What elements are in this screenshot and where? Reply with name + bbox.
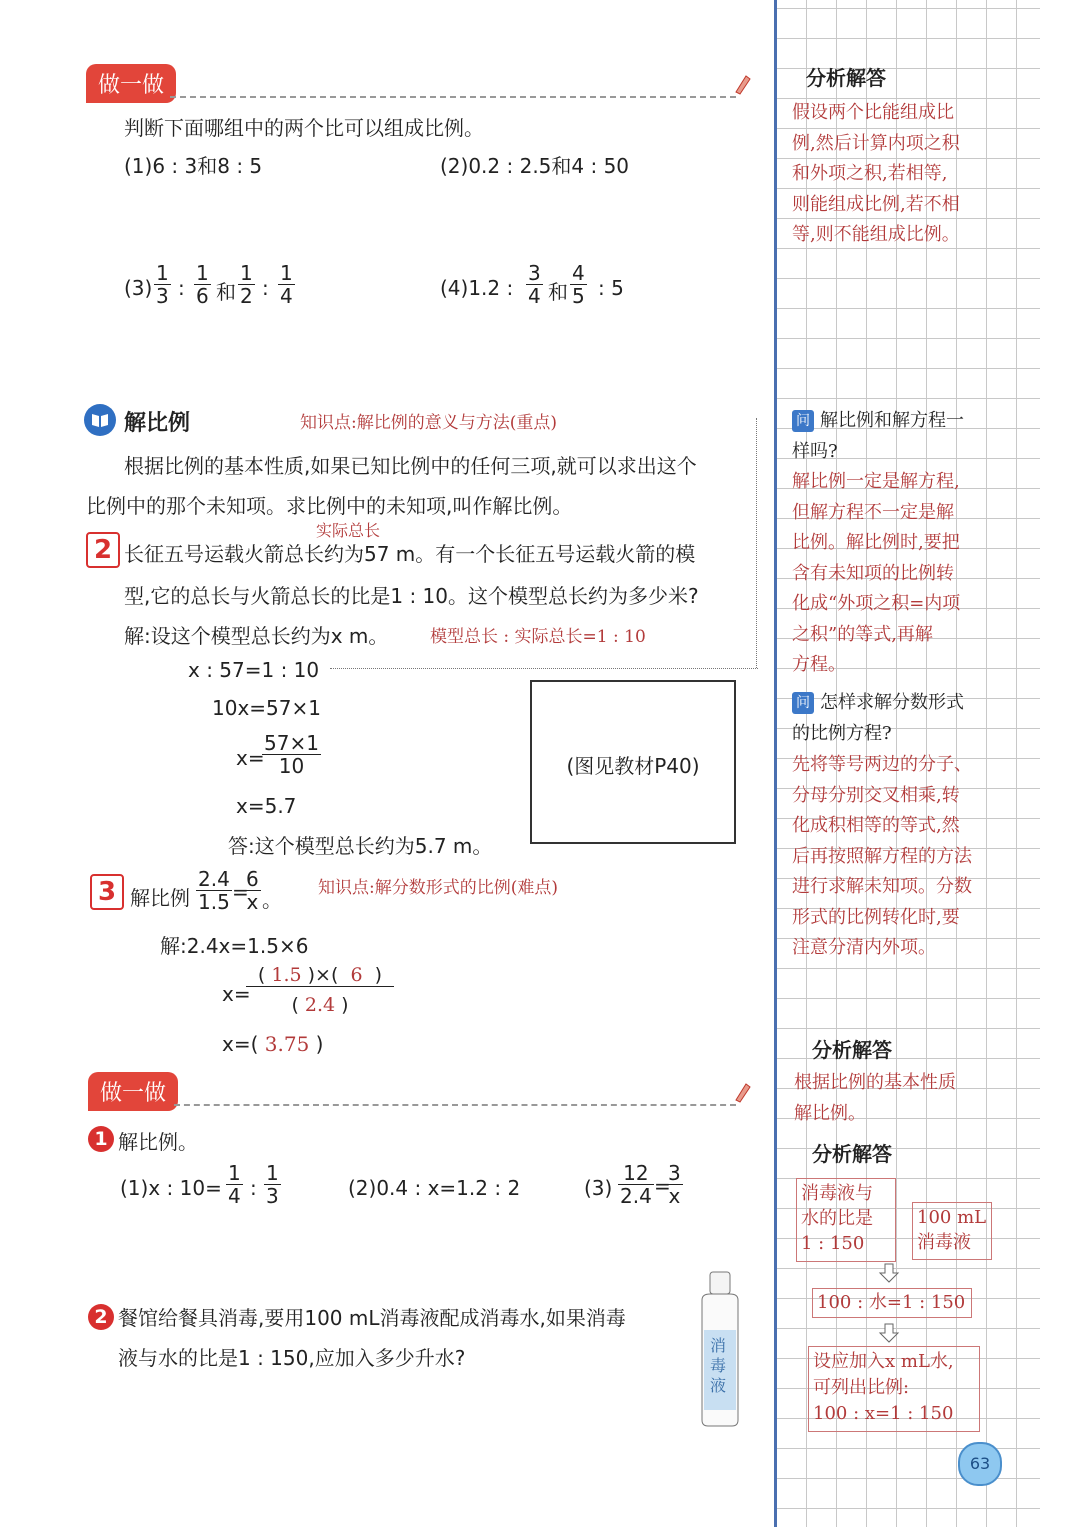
example3-step-3: x=( 3.75 ) xyxy=(222,1032,324,1056)
practice2-p3-prefix: (3) xyxy=(584,1176,613,1200)
sidebar-answer-1: 解比例一定是解方程, 但解方程不一定是解 比例。解比例时,要把 含有未知项的比例转 化成“外项之积=内项 之积”的等式,再解 方程。 xyxy=(792,471,961,675)
section-title: 解比例 xyxy=(124,411,191,436)
and-word: 和 xyxy=(548,280,568,304)
example2-step-1: x : 57=1 : 10 xyxy=(188,658,320,682)
example-number: 3 xyxy=(90,874,124,910)
connector-line xyxy=(330,668,758,669)
equals-sign: = xyxy=(232,880,249,904)
practice2-q2-line-1: 餐馆给餐具消毒,要用100 mL消毒液配成消毒水,如果消毒 xyxy=(118,1306,626,1330)
practice1-instruction: 判断下面哪组中的两个比可以组成比例。 xyxy=(124,116,484,140)
margin-divider xyxy=(774,0,777,1527)
practice2-q2-line-2: 液与水的比是1 : 150,应加入多少升水? xyxy=(118,1346,466,1370)
question-number: 2 xyxy=(88,1304,114,1330)
practice1-q2: (2)0.2 : 2.5和4 : 50 xyxy=(440,154,630,178)
question-icon: 问 xyxy=(792,692,814,714)
sidebar-heading: 分析解答 xyxy=(806,66,886,90)
sidebar-question-2: 问 怎样求解分数形式 的比例方程? xyxy=(792,692,964,744)
fraction: $\frac{6}{x}$ xyxy=(246,867,259,914)
book-icon xyxy=(84,404,116,436)
dashed-divider xyxy=(174,1104,736,1106)
sidebar-text-2: 根据比例的基本性质 解比例。 xyxy=(794,1072,956,1124)
period: 。 xyxy=(262,888,282,912)
practice1-q4-prefix: (4)1.2 : xyxy=(440,276,514,300)
fraction: $\frac{1}{3}$ xyxy=(156,261,169,308)
fraction: $\frac{1}{3}$ xyxy=(266,1161,279,1208)
page-number: 63 xyxy=(958,1442,1002,1486)
example2-step-2: 10x=57×1 xyxy=(212,696,321,720)
knowledge-note-3: 知识点:解分数形式的比例(难点) xyxy=(318,878,558,898)
sidebar-answer-2: 先将等号两边的分子、 分母分别交叉相乘,转 化成积相等的等式,然 后再按照解方程的方法 进行求解未知项。分数 形式的比例转化时,要 注意分清内外项。 xyxy=(792,754,972,958)
fraction: $\frac{1}{4}$ xyxy=(280,261,293,308)
sidebar-text-1: 假设两个比能组成比 例,然后计算内项之积 和外项之积,若相等, 则能组成比例,若不相 等,则不能组成比例。 xyxy=(792,102,960,245)
example2-solve: 解:设这个模型总长约为x m。 xyxy=(124,624,389,648)
fraction: $\frac{3}{4}$ xyxy=(528,261,541,308)
note-actual-length: 实际总长 xyxy=(316,521,381,540)
fraction: $\frac{1}{4}$ xyxy=(228,1161,241,1208)
example2-step-3-left: x= xyxy=(236,746,265,770)
knowledge-note: 知识点:解比例的意义与方法(重点) xyxy=(300,413,557,433)
pencil-icon xyxy=(732,72,750,90)
fraction: $\frac{2.4}{1.5}$ xyxy=(198,867,230,914)
flow-box-equation: 100 : 水=1 : 150 xyxy=(812,1288,972,1318)
colon: : xyxy=(178,276,185,300)
bottle-label: 消毒液 xyxy=(710,1336,727,1395)
practice2-q1-label: 解比例。 xyxy=(118,1130,198,1154)
flow-box-amount: 100 mL 消毒液 xyxy=(912,1202,992,1260)
fraction: $\frac{1}{2}$ xyxy=(240,261,253,308)
colon: : xyxy=(250,1176,257,1200)
sidebar-question-1: 问 解比例和解方程一 样吗? xyxy=(792,410,964,462)
example-number: 2 xyxy=(86,532,120,568)
example3-prompt: 解比例 xyxy=(130,886,190,910)
practice1-q4-suffix: : 5 xyxy=(598,276,624,300)
fraction: $\frac{1}{6}$ xyxy=(196,261,209,308)
practice2-p2: (2)0.4 : x=1.2 : 2 xyxy=(348,1176,521,1200)
fraction: $\frac{57\times 1}{10}$ xyxy=(264,731,319,778)
intro-line-1: 根据比例的基本性质,如果已知比例中的任何三项,就可以求出这个 xyxy=(124,454,697,478)
example3-step-2-left: x= xyxy=(222,982,251,1006)
example2-answer: 答:这个模型总长约为5.7 m。 xyxy=(228,834,493,858)
equals-sign: = xyxy=(654,1174,671,1198)
practice2-p1-prefix: (1)x : 10= xyxy=(120,1176,222,1200)
practice-badge: 做一做 xyxy=(88,1072,178,1111)
fraction-numerator: ( 1.5 )×( 6 ) xyxy=(246,964,394,987)
arrow-down-icon xyxy=(878,1322,900,1348)
colon: : xyxy=(262,276,269,300)
example2-line-1: 长征五号运载火箭总长约为57 m。有一个长征五号运载火箭的模 xyxy=(124,542,696,566)
practice1-q1: (1)6 : 3和8 : 5 xyxy=(124,154,263,178)
and-word: 和 xyxy=(216,280,236,304)
figure-placeholder xyxy=(530,680,736,844)
example3-step-1: 解:2.4x=1.5×6 xyxy=(160,934,309,958)
example2-step-4: x=5.7 xyxy=(236,794,297,818)
arrow-down-icon xyxy=(878,1262,900,1288)
question-number: 1 xyxy=(88,1126,114,1152)
practice1-q3-prefix: (3) xyxy=(124,276,153,300)
figure-caption: (图见教材P40) xyxy=(566,754,700,778)
dashed-divider xyxy=(170,96,736,98)
fraction: $\frac{4}{5}$ xyxy=(572,261,585,308)
practice-badge: 做一做 xyxy=(86,64,176,103)
note-ratio: 模型总长 : 实际总长=1 : 10 xyxy=(430,627,646,647)
fraction: $\frac{12}{2.4}$ xyxy=(620,1161,652,1208)
question-icon: 问 xyxy=(792,410,814,432)
example2-line-2: 型,它的总长与火箭总长的比是1 : 10。这个模型总长约为多少米? xyxy=(124,584,699,608)
fraction: $\frac{3}{x}$ xyxy=(668,1161,681,1208)
disinfectant-bottle-icon xyxy=(696,1270,744,1428)
sidebar-heading: 分析解答 xyxy=(812,1142,892,1166)
pencil-icon xyxy=(732,1080,752,1108)
flow-box-setup: 设应加入x mL水, 可列出比例: 100 : x=1 : 150 xyxy=(808,1346,980,1432)
flow-box-ratio: 消毒液与 水的比是 1 : 150 xyxy=(796,1178,896,1262)
fraction-denominator: ( 2.4 ) xyxy=(291,994,349,1016)
sidebar-heading: 分析解答 xyxy=(812,1038,892,1062)
intro-line-2: 比例中的那个未知项。求比例中的未知项,叫作解比例。 xyxy=(86,494,573,518)
connector-line xyxy=(756,418,757,668)
